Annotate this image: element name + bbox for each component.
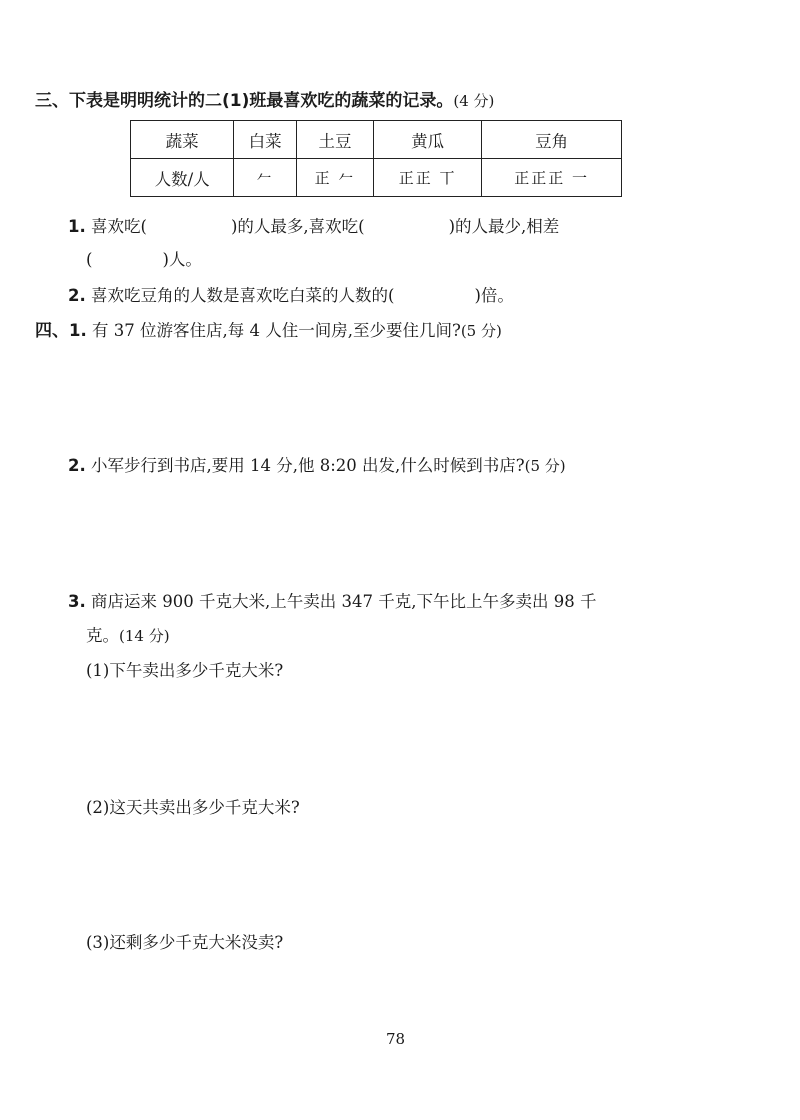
question-text: ( <box>86 250 93 269</box>
question-text: )人。 <box>162 250 202 269</box>
table-row-counts <box>131 159 622 197</box>
tally-mark-cell: 正正正 一 <box>482 159 622 197</box>
sub-question-2: (2)这天共卖出多少千克大米? <box>86 798 300 817</box>
section-3-heading <box>35 86 494 111</box>
table-cell: 白菜 <box>234 121 297 159</box>
question-text: )的人最多,喜欢吃( <box>230 217 365 236</box>
table-row-header <box>131 121 622 159</box>
sub-question-1: (1)下午卖出多少千克大米? <box>86 661 284 680</box>
question-text: 喜欢吃( <box>91 217 147 236</box>
section-4-question-2 <box>68 452 566 476</box>
question-text: )的人最少,相差 <box>448 217 560 236</box>
question-text: 商店运来 900 千克大米,上午卖出 347 千克,下午比上午多卖出 98 千 <box>91 592 597 611</box>
page-number: 78 <box>386 1030 406 1048</box>
section-3-points: (4 分) <box>453 92 495 110</box>
section-3-question-1-line-1 <box>68 213 559 237</box>
table-cell: 黄瓜 <box>373 121 481 159</box>
question-points: (14 分) <box>119 627 170 645</box>
section-4-question-3-line-1 <box>68 588 596 612</box>
section-3-title: 三、下表是明明统计的二(1)班最喜欢吃的蔬菜的记录。 <box>35 91 454 111</box>
question-text: 小军步行到书店,要用 14 分,他 8:20 出发,什么时候到书店? <box>91 456 525 475</box>
question-number: 3. <box>68 592 86 611</box>
question-number: 2. <box>68 286 86 305</box>
table-cell: 蔬菜 <box>131 121 234 159</box>
question-number: 1. <box>69 321 87 340</box>
vegetable-tally-table <box>130 120 622 197</box>
table-cell: 土豆 <box>296 121 373 159</box>
tally-mark-cell: 正正 丅 <box>373 159 481 197</box>
question-number: 1. <box>68 217 86 236</box>
section-3-question-1-line-2 <box>86 246 202 270</box>
question-text: 喜欢吃豆角的人数是喜欢吃白菜的人数的( <box>91 286 395 305</box>
question-text: 有 37 位游客住店,每 4 人住一间房,至少要住几间? <box>92 321 461 340</box>
table-cell: 人数/人 <box>131 159 234 197</box>
question-points: (5 分) <box>460 322 502 340</box>
section-4-prefix: 四、 <box>35 321 69 341</box>
section-3-question-2 <box>68 282 514 306</box>
section-4-question-3-line-2 <box>86 622 170 646</box>
table-cell: 豆角 <box>482 121 622 159</box>
question-number: 2. <box>68 456 86 475</box>
sub-question-3: (3)还剩多少千克大米没卖? <box>86 933 284 952</box>
question-text: 克。 <box>86 626 119 645</box>
section-4-question-1 <box>35 316 502 341</box>
question-points: (5 分) <box>524 457 566 475</box>
tally-mark-cell: 𠂉 <box>234 159 297 197</box>
tally-mark-cell: 正 𠂉 <box>296 159 373 197</box>
question-text: )倍。 <box>474 286 514 305</box>
